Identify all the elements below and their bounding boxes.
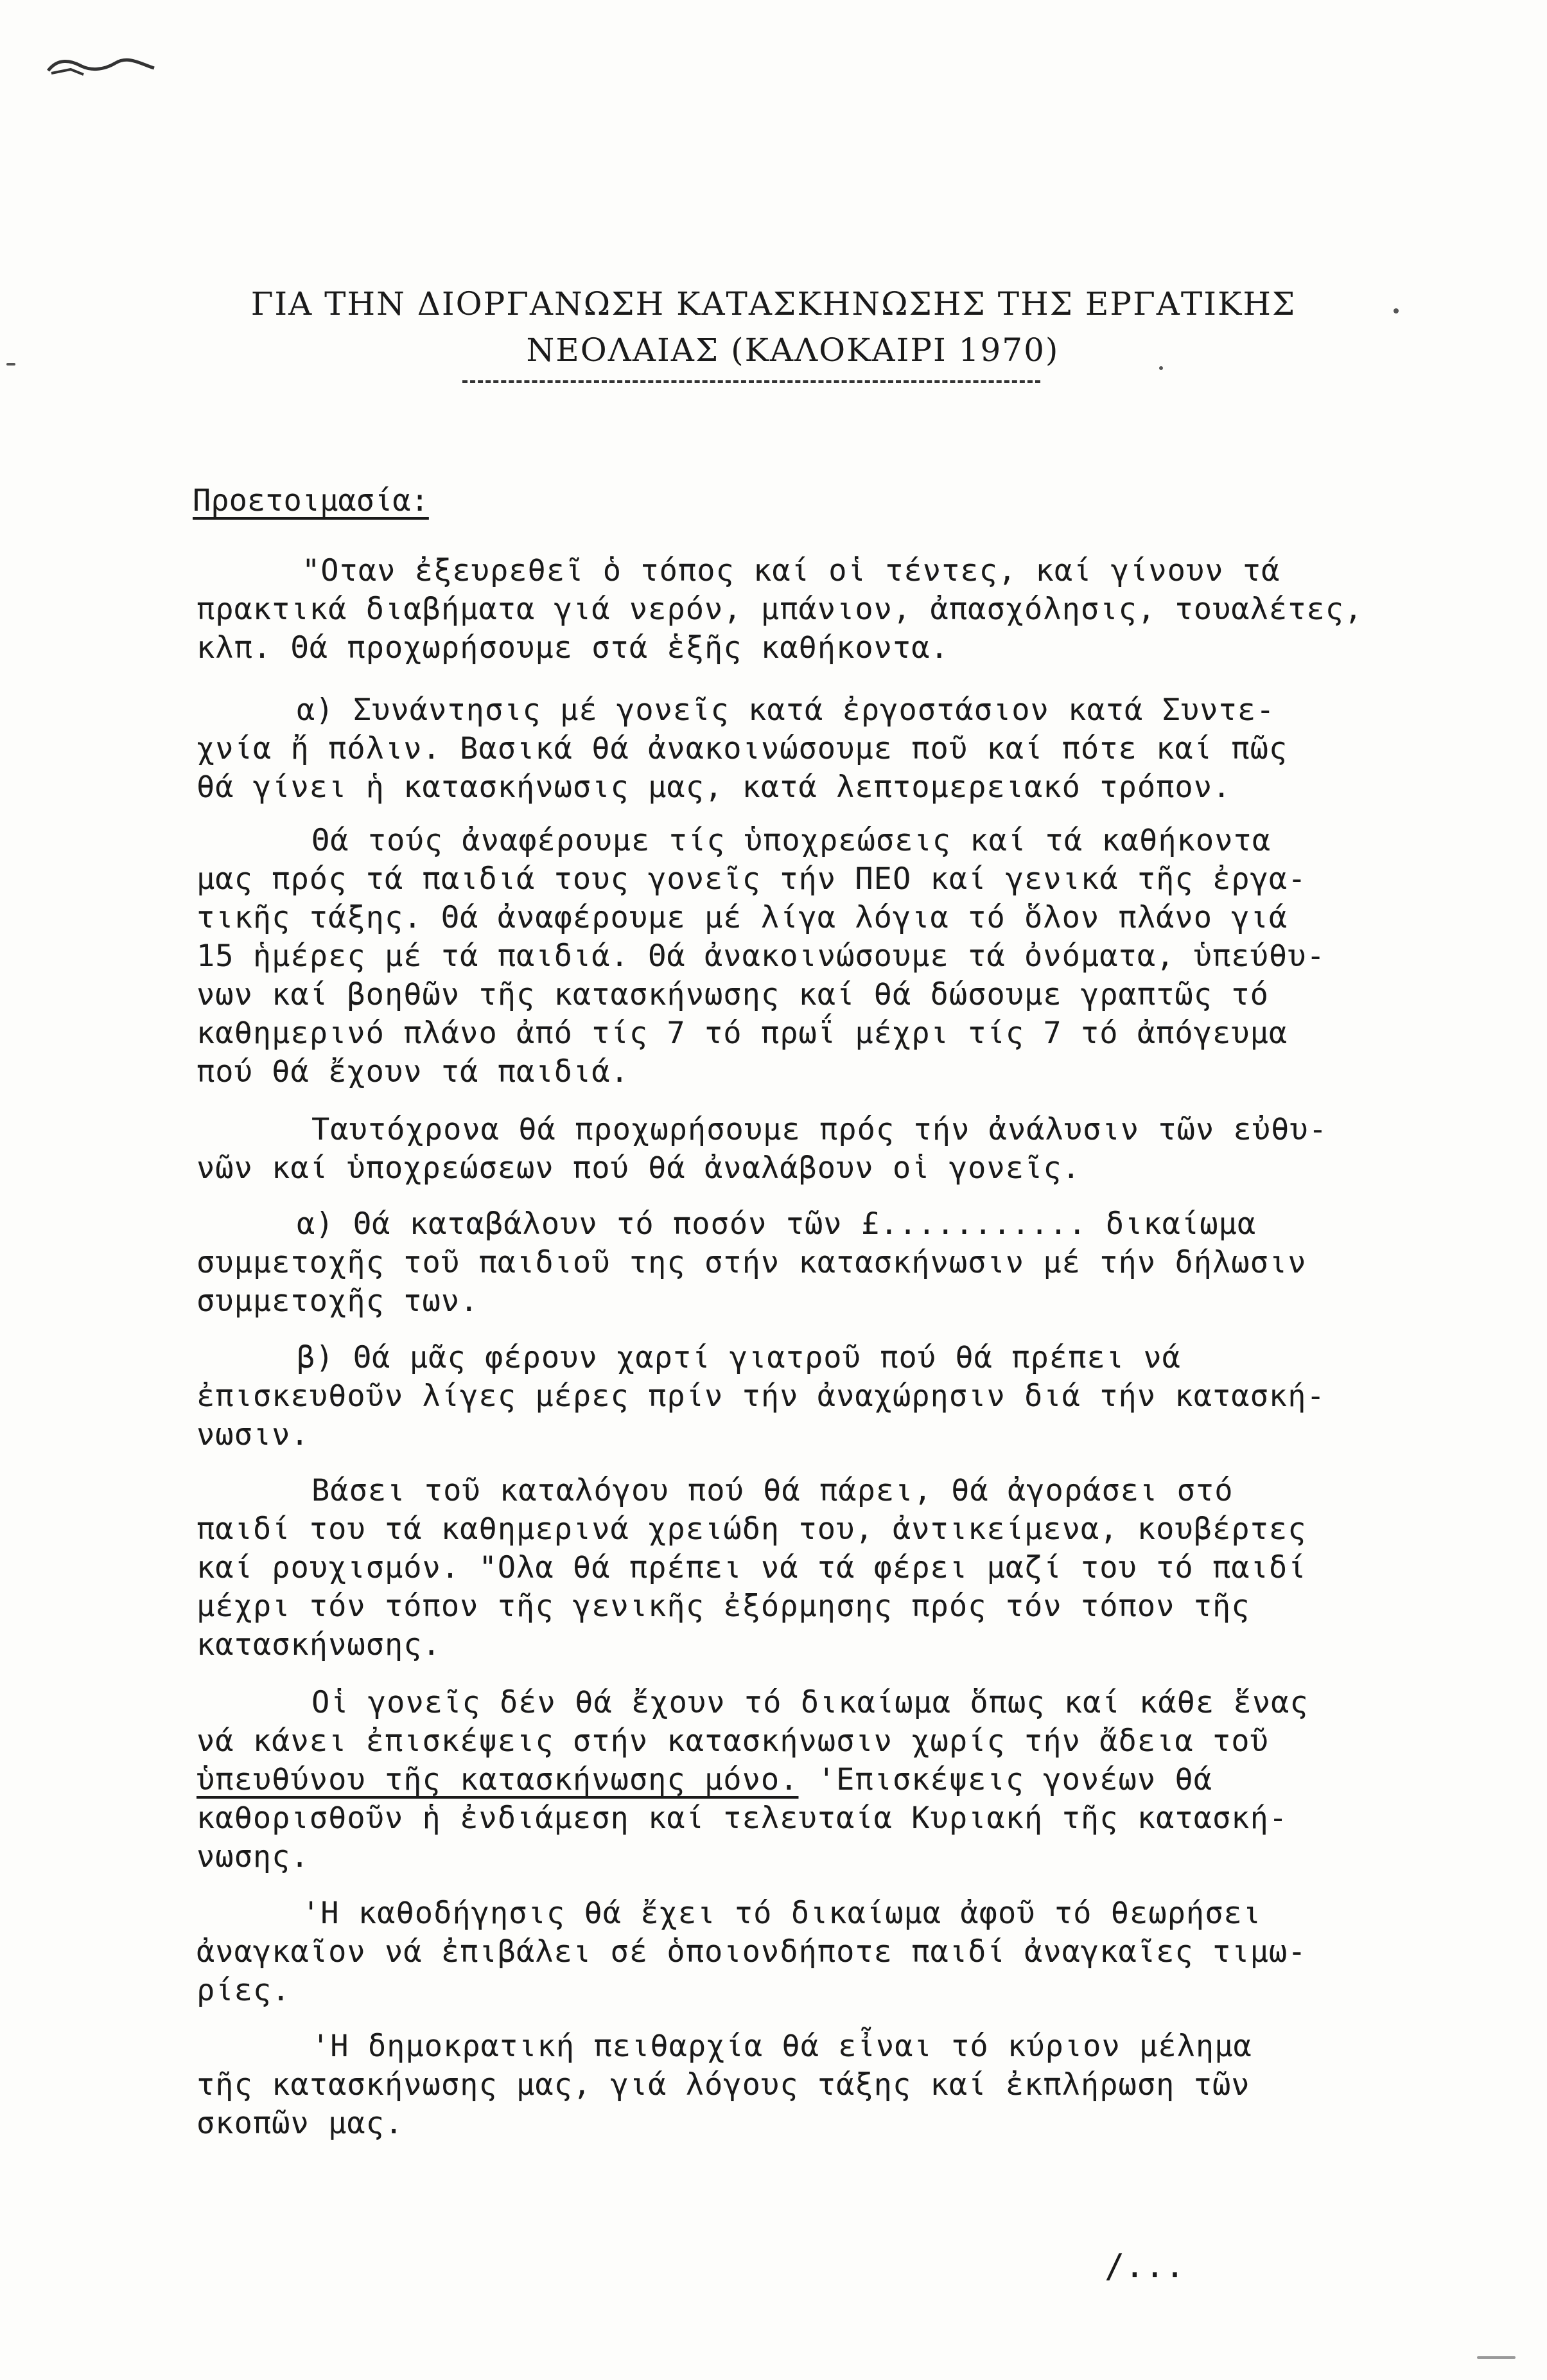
body-line: "Οταν ἐξευρεθεῖ ὁ τόπος καί οἱ τέντες, καί γίνουν τά xyxy=(302,553,1280,588)
body-line: σκοπῶν μας. xyxy=(197,2106,404,2141)
body-line: β) Θά μᾶς φέρουν χαρτί γιατροῦ πού θά πρέπει νά xyxy=(297,1340,1181,1375)
body-line: ἐπισκευθοῦν λίγες μέρες πρίν τήν ἀναχώρησιν διά τήν κατασκή- xyxy=(197,1379,1325,1414)
body-line: τῆς κατασκήνωσης μας, γιά λόγους τάξης καί ἐκπλήρωση τῶν xyxy=(197,2067,1250,2102)
ink-scribble-mark xyxy=(45,51,161,84)
body-line: πρακτικά διαβήματα γιά νερόν, μπάνιον, ἀπασχόλησις, τουαλέτες, xyxy=(197,592,1363,627)
body-line: ρίες. xyxy=(197,1973,291,2008)
body-line: 15 ἡμέρες μέ τά παιδιά. Θά ἀνακοινώσουμε τά ὀνόματα, ὑπεύθυ- xyxy=(197,939,1325,974)
body-line: καθημερινό πλάνο ἀπό τίς 7 τό πρωΐ μέχρι τίς 7 τό ἀπόγευμα xyxy=(197,1016,1288,1051)
document-title-line-1: ΓΙΑ ΤΗΝ ΔΙΟΡΓΑΝΩΣΗ ΚΑΤΑΣΚΗΝΩΣΗΣ ΤΗΣ ΕΡΓΑΤΙΚΗΣ xyxy=(250,285,1297,322)
body-line: Βάσει τοῦ καταλόγου πού θά πάρει, θά ἀγοράσει στό xyxy=(311,1473,1234,1508)
body-line: νωσιν. xyxy=(197,1417,310,1452)
section-heading: Προετοιμασία: xyxy=(193,483,429,518)
scan-speck xyxy=(6,363,15,366)
document-title-line-2: ΝΕΟΛΑΙΑΣ (ΚΑΛΟΚΑΙΡΙ 1970) xyxy=(526,331,1060,369)
body-line: παιδί του τά καθημερινά χρειώδη του, ἀντικείμενα, κουβέρτες xyxy=(197,1512,1307,1547)
body-line: συμμετοχῆς τοῦ παιδιοῦ της στήν κατασκήνωσιν μέ τήν δήλωσιν xyxy=(197,1245,1307,1280)
body-line: κλπ. Θά προχωρήσουμε στά ἑξῆς καθήκοντα. xyxy=(197,630,949,666)
body-line: Οἱ γονεῖς δέν θά ἔχουν τό δικαίωμα ὅπως καί κάθε ἕνας xyxy=(311,1685,1309,1720)
body-line: καθορισθοῦν ἡ ἐνδιάμεση καί τελευταία Κυριακή τῆς κατασκή- xyxy=(197,1801,1288,1836)
continuation-mark: /... xyxy=(1105,2247,1185,2286)
body-line: νωσης. xyxy=(197,1839,310,1874)
body-line: 'Η δημοκρατική πειθαρχία θά εἶναι τό κύριον μέλημα xyxy=(311,2029,1252,2064)
body-line: πού θά ἔχουν τά παιδιά. xyxy=(197,1054,629,1089)
body-line-underlined-start xyxy=(197,1762,1213,1797)
body-line: νων καί βοηθῶν τῆς κατασκήνωσης καί θά δώσουμε γραπτῶς τό xyxy=(197,977,1269,1012)
underlined-phrase: ὑπευθύνου τῆς κατασκήνωσης μόνο. xyxy=(197,1762,799,1797)
body-line: Θά τούς ἀναφέρουμε τίς ὑποχρεώσεις καί τά καθήκοντα xyxy=(311,823,1272,858)
body-line: νῶν καί ὑποχρεώσεων πού θά ἀναλάβουν οἱ γονεῖς. xyxy=(197,1150,1081,1186)
body-line: α) Θά καταβάλουν τό ποσόν τῶν £........... δικαίωμα xyxy=(297,1206,1257,1242)
scan-speck xyxy=(1394,308,1399,313)
scan-speck xyxy=(1477,2356,1516,2359)
body-line: μας πρός τά παιδιά τους γονεῖς τήν ΠΕΟ καί γενικά τῆς ἐργα- xyxy=(197,861,1307,897)
body-line: α) Συνάντησις μέ γονεῖς κατά ἐργοστάσιον κατά Συντε- xyxy=(297,692,1275,728)
body-line: νά κάνει ἐπισκέψεις στήν κατασκήνωσιν χωρίς τήν ἄδεια τοῦ xyxy=(197,1723,1269,1759)
body-line: χνία ἤ πόλιν. Βασικά θά ἀνακοινώσουμε ποῦ καί πότε καί πῶς xyxy=(197,731,1288,766)
body-line: συμμετοχῆς των. xyxy=(197,1283,479,1319)
body-line: κατασκήνωσης. xyxy=(197,1627,441,1662)
body-line: τικῆς τάξης. Θά ἀναφέρουμε μέ λίγα λόγια τό ὅλον πλάνο γιά xyxy=(197,900,1288,935)
scan-speck xyxy=(1159,366,1163,370)
body-line: καί ρουχισμόν. "Ολα θά πρέπει νά τά φέρει μαζί του τό παιδί xyxy=(197,1550,1307,1585)
body-line: μέχρι τόν τόπον τῆς γενικῆς ἐξόρμησης πρός τόν τόπον τῆς xyxy=(197,1589,1250,1624)
body-line-rest: 'Επισκέψεις γονέων θά xyxy=(798,1762,1213,1797)
title-underline-rule xyxy=(462,380,1040,383)
body-line: Ταυτόχρονα θά προχωρήσουμε πρός τήν ἀνάλυσιν τῶν εὐθυ- xyxy=(311,1112,1328,1147)
body-line: 'Η καθοδήγησις θά ἔχει τό δικαίωμα ἀφοῦ τό θεωρήσει xyxy=(302,1896,1262,1931)
body-line: θά γίνει ἡ κατασκήνωσις μας, κατά λεπτομερειακό τρόπον. xyxy=(197,770,1232,805)
body-line: ἀναγκαῖον νά ἐπιβάλει σέ ὁποιονδήποτε παιδί ἀναγκαῖες τιμω- xyxy=(197,1934,1307,1970)
